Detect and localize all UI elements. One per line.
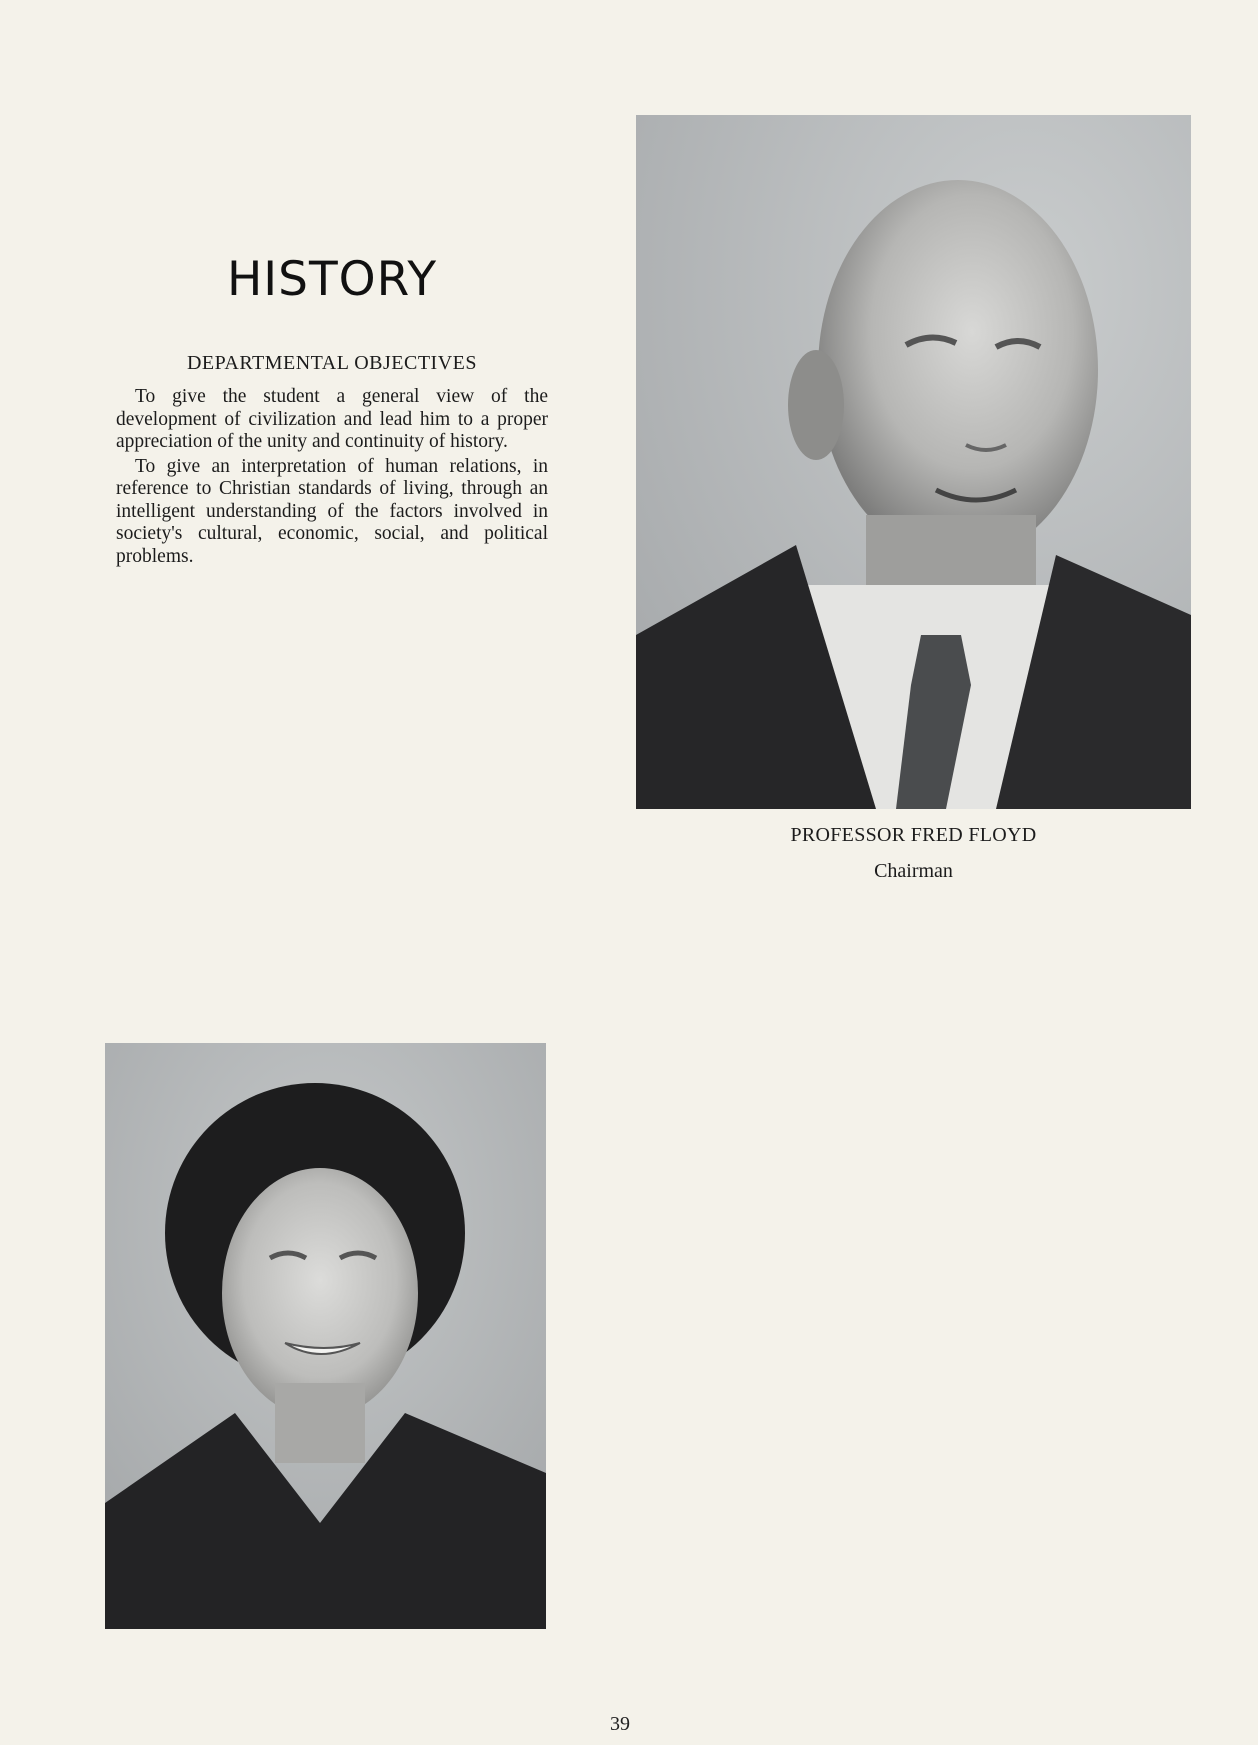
objective-paragraph-2: To give an interpretation of human relations, in reference to Christian standards of living, through an intelligent understanding of the factors involved in society's cultural, economic, social, and political problems. bbox=[116, 455, 548, 567]
faculty-portrait-photo bbox=[105, 1043, 546, 1629]
portrait-photo-icon bbox=[105, 1043, 546, 1629]
objective-paragraph-1: To give the student a general view of the development of civilization and lead him to a proper appreciation of the unity and continuity of history. bbox=[116, 386, 548, 452]
page-number: 39 bbox=[610, 1713, 630, 1735]
objectives-text bbox=[116, 386, 548, 570]
chairman-name: PROFESSOR FRED FLOYD bbox=[790, 824, 1037, 846]
chairman-portrait-photo bbox=[636, 115, 1191, 809]
section-subtitle: DEPARTMENTAL OBJECTIVES bbox=[186, 352, 477, 374]
portrait-photo-icon bbox=[636, 115, 1191, 809]
page-title: HISTORY bbox=[226, 252, 438, 307]
chairman-role: Chairman bbox=[874, 860, 953, 882]
